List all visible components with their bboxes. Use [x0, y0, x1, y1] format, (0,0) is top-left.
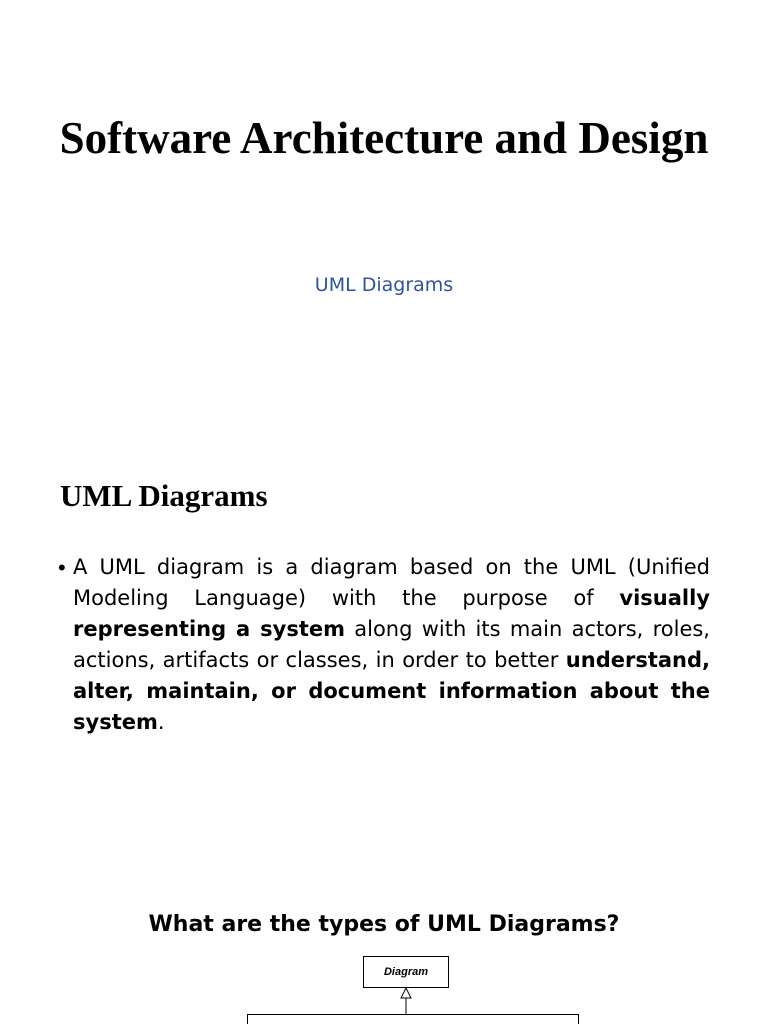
types-heading: What are the types of UML Diagrams?	[148, 912, 620, 937]
bullet-marker: •	[58, 555, 66, 580]
subtitle: UML Diagrams	[314, 274, 454, 296]
section-heading: UML Diagrams	[60, 478, 268, 513]
bullet-text-part: along with its main actors, roles, actions, artifacts or classes, in order to better	[73, 617, 710, 672]
diagram-hierarchy-connectors	[0, 988, 768, 1024]
types-slide	[0, 860, 768, 1024]
bullet-text-part: .	[157, 710, 165, 734]
bullet-text-bold: visually representing a system	[73, 586, 710, 641]
definition-slide	[0, 440, 768, 860]
bullet-text	[73, 552, 710, 738]
bullet-text-part: A UML diagram is a diagram based on the UML (Unified Modeling Language) with the purpose of	[73, 555, 710, 610]
diagram-root-label: Diagram	[383, 966, 429, 978]
main-title: Software Architecture and Design	[59, 113, 709, 163]
title-slide	[0, 0, 768, 440]
child-node-outline	[248, 1015, 579, 1024]
diagram-root-node	[363, 956, 449, 988]
generalization-arrowhead	[401, 988, 411, 998]
bullet-text-bold: understand, alter, maintain, or document information about the system	[73, 648, 710, 734]
bullet-item	[58, 552, 710, 738]
